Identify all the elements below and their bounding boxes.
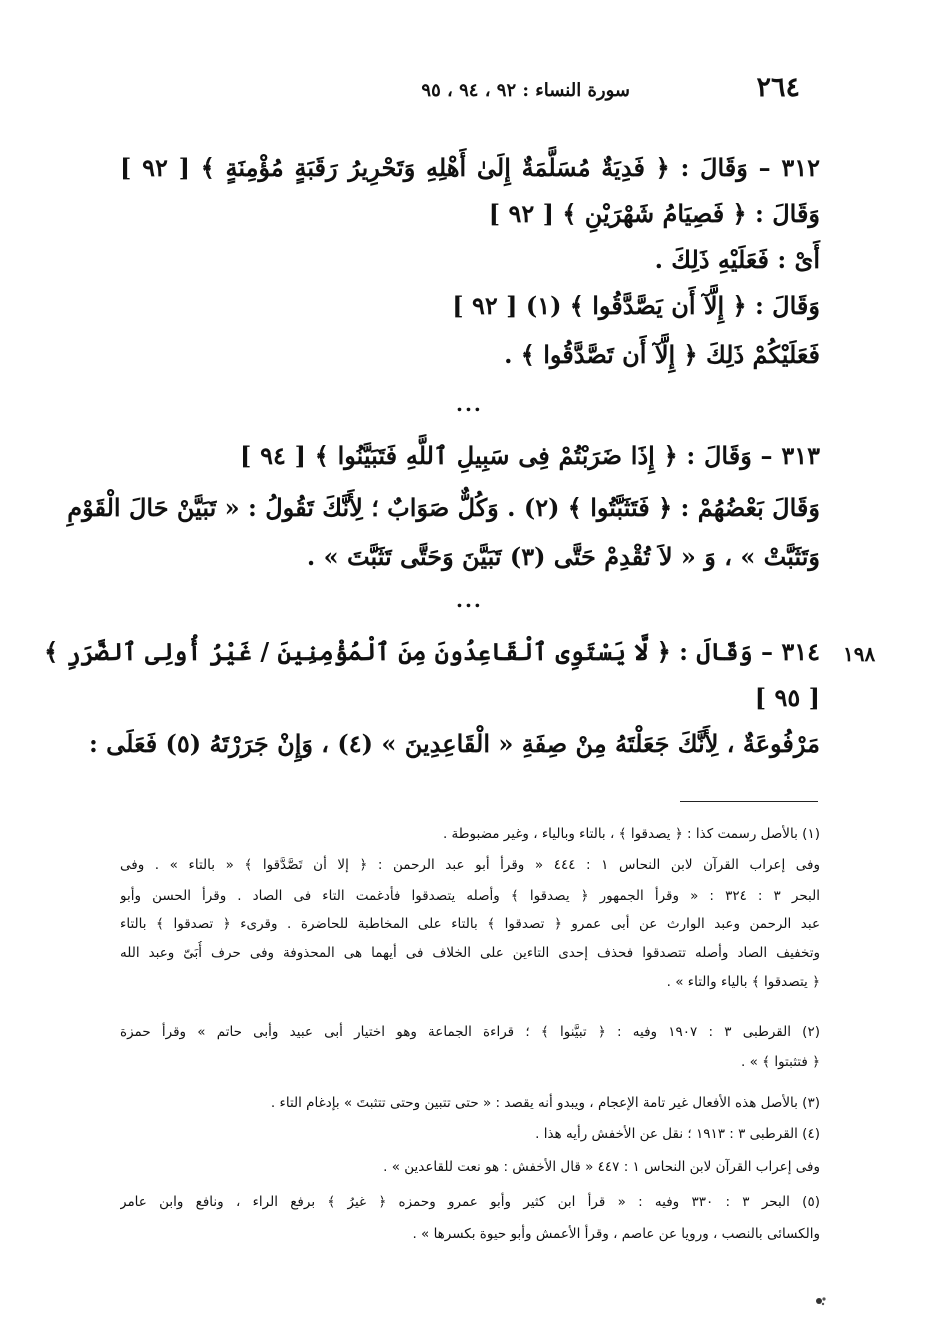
- page-number: ٢٦٤: [756, 72, 800, 103]
- footnote-line: (٥) البحر ٣ : ٣٣٠ وفيه : « قرأ ابن كثير وأبو عمرو وحمزه ﴿ غيرُ ﴾ برفع الراء ، ونافع وابن عامر: [120, 1194, 820, 1210]
- main-line: [ ٩٥ ]: [754, 683, 820, 712]
- footnote-line: (٤) القرطبى ٣ : ١٩١٣ ؛ نقل عن الأخفش رأيه هذا .: [535, 1126, 820, 1142]
- main-line: وَقَالَ : ﴿ فَصِيَامُ شَهْرَيْنِ ﴾ [ ٩٢ ]: [488, 199, 820, 228]
- footnote-line: وفى إعراب القرآن لابن النحاس ١ : ٤٤٧ « قال الأخفش : هو نعت للقاعدين » .: [383, 1159, 820, 1175]
- footnote-line: (١) بالأصل رسمت كذا : ﴿ يصدقوا ﴾ ، بالتاء وبالياء ، وغير مضبوطة .: [442, 826, 820, 842]
- footnote-line: (٢) القرطبى ٣ : ١٩٠٧ وفيه : ﴿ تبيَّنوا ﴾ ؛ قراءة الجماعة وهو اختيار أبى عبيد وأبى حاتم » وقرأ حمزة: [120, 1024, 820, 1040]
- main-line: أَىْ : فَعَلَيْهِ ذَلِكَ .: [654, 245, 820, 274]
- footnote-line: عبد الرحمن وعبد الوارث عن أبى عمرو ﴿ تصدقوا ﴾ بالتاء على المخاطبة للحاضرة . وقرىء ﴿ تصدقوا ﴾ بالتاء: [120, 916, 820, 932]
- footnote-line: وفى إعراب القرآن لابن النحاس ١ : ٤٤٤ « وقرأ أبو عبد الرحمن : ﴿ إلا أن تَصَّدَّقوا ﴾ « بالتاء » . وفى: [120, 857, 820, 873]
- footnote-line: ﴿ يتصدقوا ﴾ بالياء والتاء » .: [666, 974, 820, 990]
- main-line: وَقَالَ : ﴿ إِلَّآ أَن يَصَّدَّقُوا ﴾ (١) [ ٩٢ ]: [452, 291, 820, 320]
- footnote-rule: [680, 801, 818, 802]
- ink-speck-icon: [812, 1294, 830, 1308]
- main-line: وَتَثَبَّتْ » ، وَ « لاَ تُقْدِمْ حَتَّى (٣) تَبَيَّنَ وَحَتَّى تَثَبَّتَ » .: [306, 542, 820, 571]
- entry-313-line: ٣١٣ – وَقَالَ : ﴿ إِذَا ضَرَبْتُمْ فِى سَبِيلِ ٱللَّهِ فَتَبَيَّنُوا ﴾ [ ٩٤ ]: [240, 441, 820, 470]
- section-separator: ...: [456, 588, 483, 612]
- main-line: فَعَلَيْكُمْ ذَلِكَ ﴿ إِلَّآ أَن تَصَّدَّقُوا ﴾ .: [504, 340, 820, 369]
- footnote-line: والكسائى بالنصب ، ورويا عن عاصم ، وقرأ الأعمش وأبو حيوة بكسرها » .: [412, 1226, 820, 1242]
- entry-312-line: ٣١٢ – وَقَالَ : ﴿ فَدِيَةٌ مُسَلَّمَةٌ إِلَىٰ أَهْلِهِ وَتَحْرِيرُ رَقَبَةٍ مُؤْمِنَةٍ ﴾ [ ٩٢ ]: [120, 153, 820, 182]
- footnote-line: (٣) بالأصل هذه الأفعال غير تامة الإعجام ، ويبدو أنه يقصد : « حتى تتبين وحتى تتثبتَ » بإدغام التاء .: [270, 1095, 820, 1111]
- main-line: وَقَالَ بَعْضُهُمْ : ﴿ فَتَثَبَّتُوا ﴾ (٢) . وَكُلٌّ صَوَابٌ ؛ لِأَنَّكَ تَقُولُ : « تَبَيَّنْ حَالَ الْقَوْمِ: [67, 493, 820, 522]
- sura-reference: سورة النساء : ٩٢ ، ٩٤ ، ٩٥: [421, 80, 630, 101]
- footnote-line: وتخفيف الصاد وأصله تتصدقوا فحذف إحدى التاءين على الخلاف فى أيهما هى المحذوفة وفى حرف أُبَىّ وعبد الله: [120, 945, 820, 961]
- page-header: [330, 72, 800, 112]
- margin-number: ١٩٨: [843, 642, 876, 666]
- main-line: مَرْفُوعَةٌ ، لِأَنَّكَ جَعَلْتَهُ مِنْ صِفَةِ « الْقَاعِدِينَ » (٤) ، وَإِنْ جَرَرْتَهُ (٥) فَعَلَى :: [88, 729, 820, 758]
- footnote-line: البحر ٣ : ٣٢٤ : « وقرأ الجمهور ﴿ يصدقوا ﴾ وأصله يتصدقوا فأدغمت التاء فى الصاد . وقرأ الحسن وأبو: [120, 888, 820, 904]
- section-separator: ...: [456, 392, 483, 416]
- entry-314-line: ٣١٤ – وَقَالَ : ﴿ لَّا يَسْتَوِى ٱلْقَاعِدُونَ مِنَ ٱلْمُؤْمِنِينَ / غَيْرُ أُولِى ٱلضَّرَرِ ﴾: [44, 637, 820, 666]
- footnote-line: ﴿ فتثبتوا ﴾ » .: [740, 1054, 820, 1070]
